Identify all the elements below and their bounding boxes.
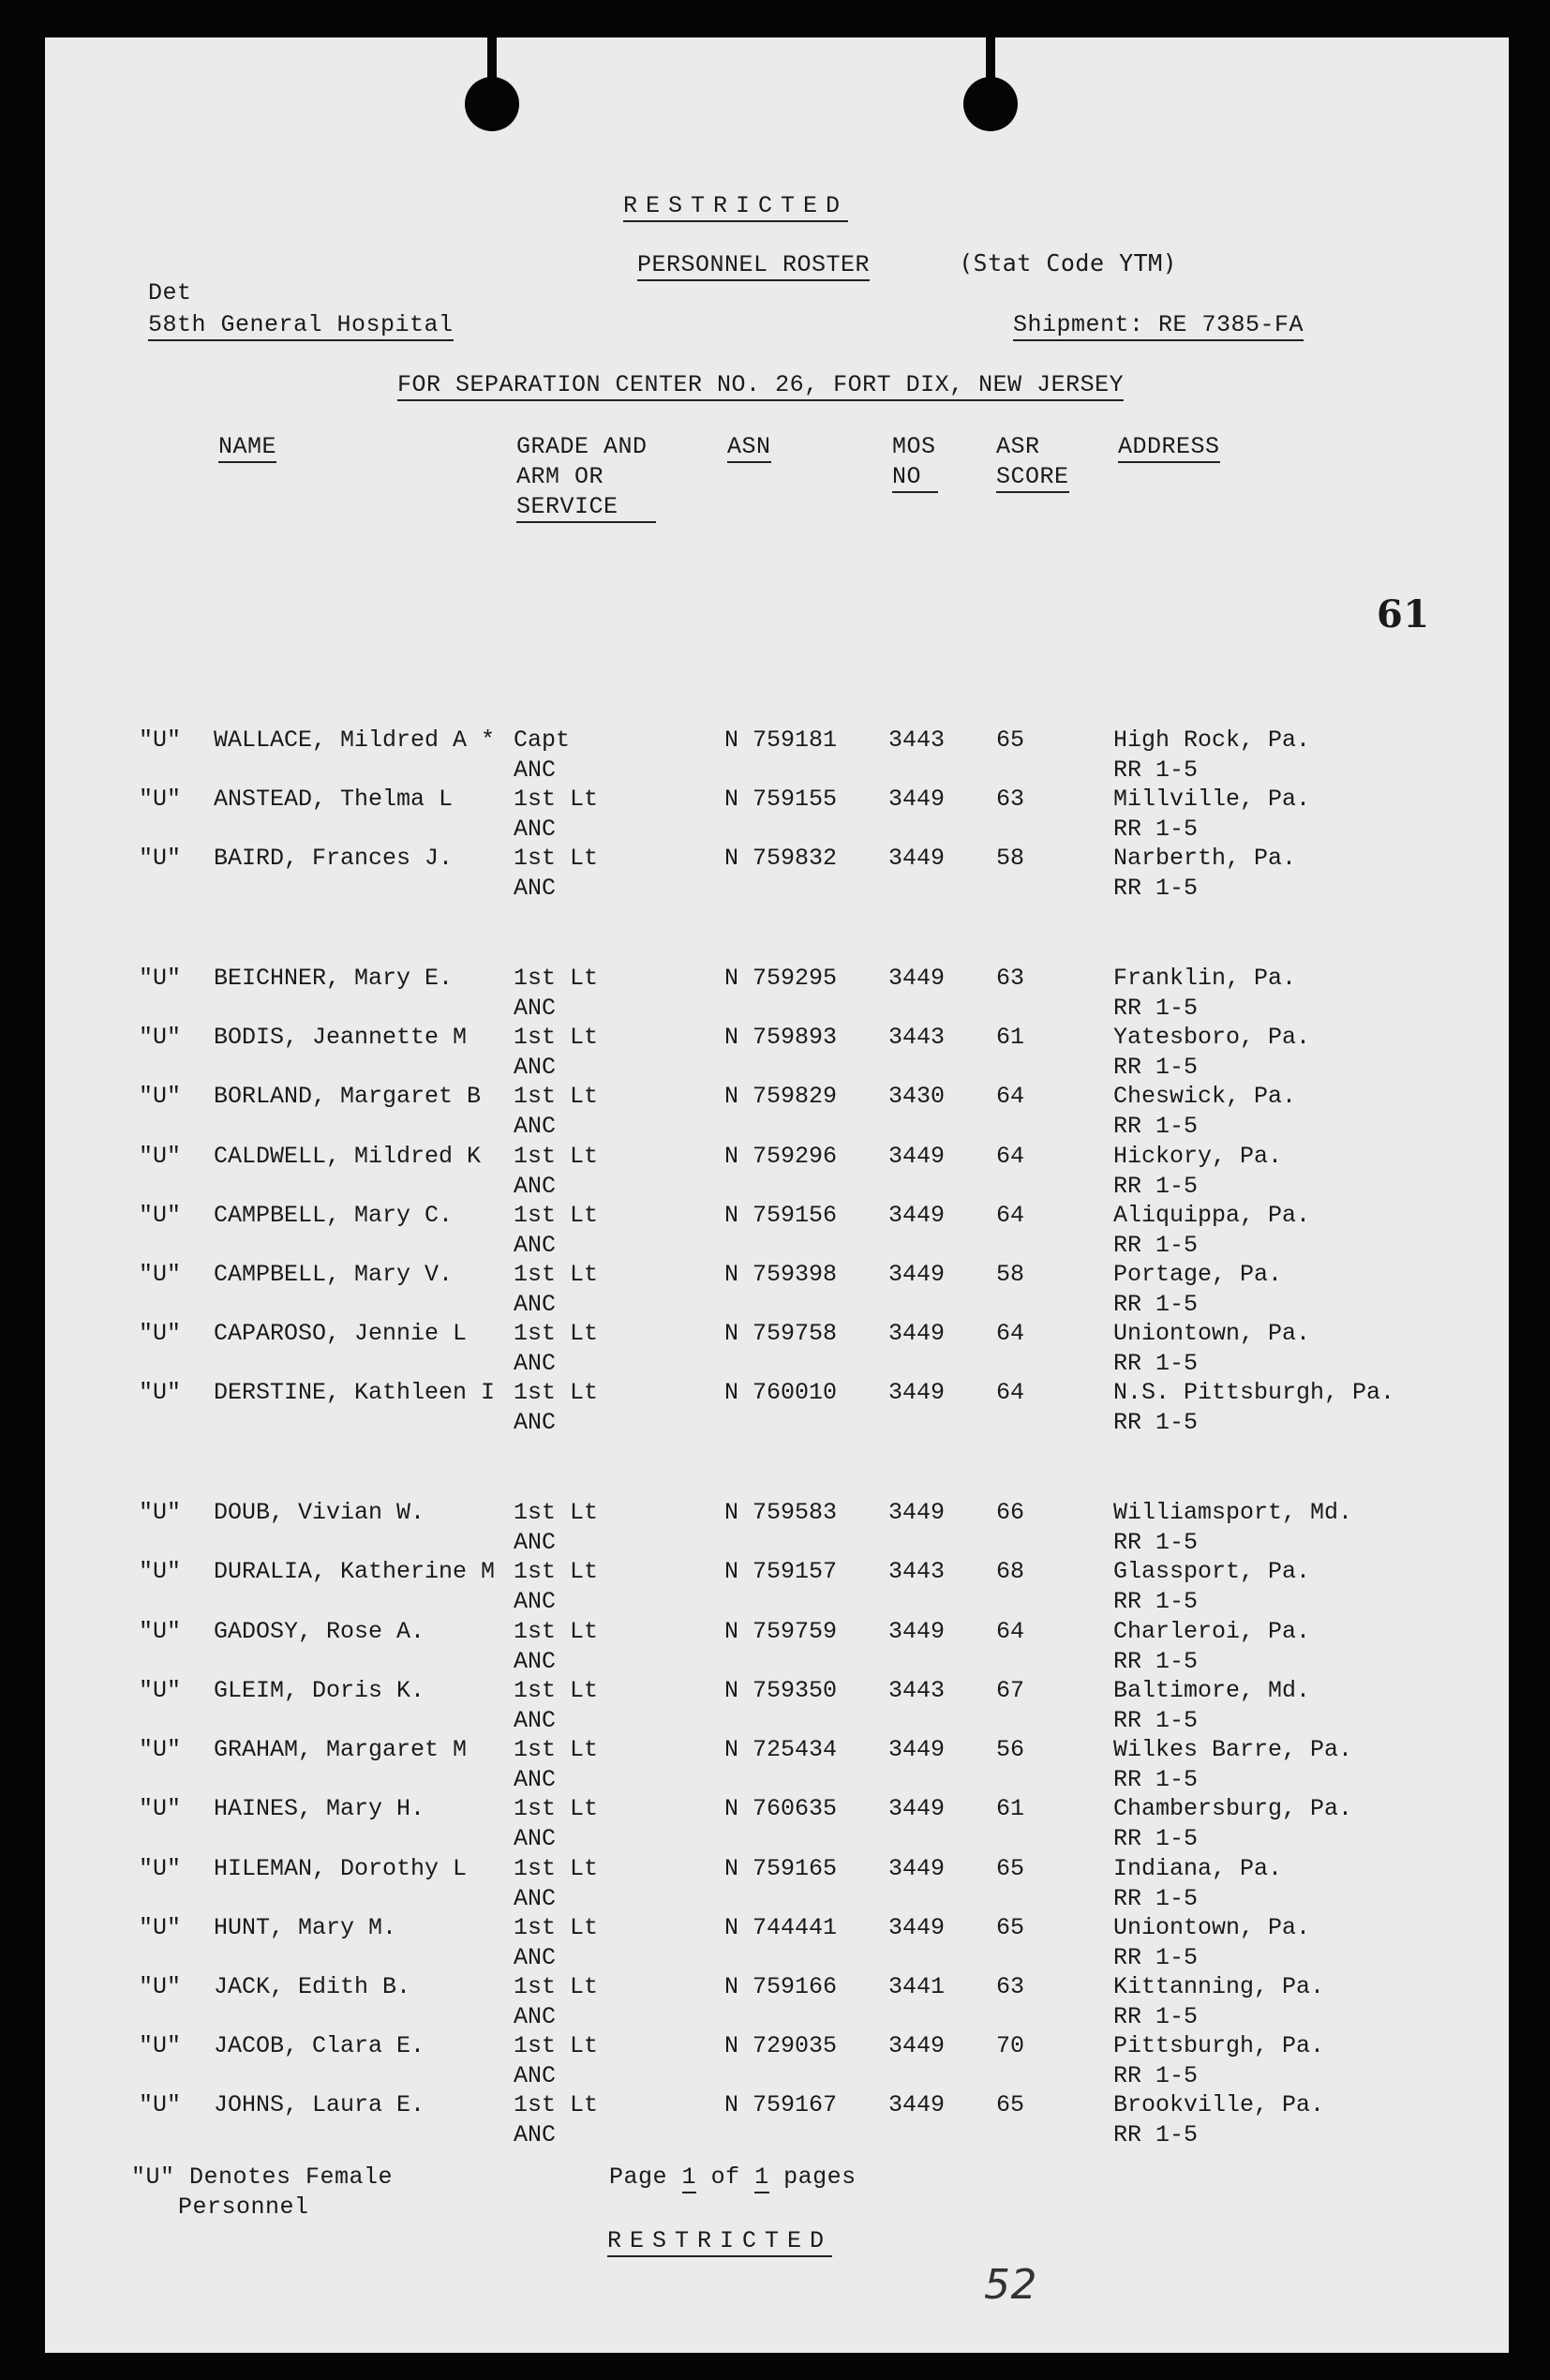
- page-mark: 61: [1377, 592, 1430, 636]
- row-arm: ANC: [514, 875, 557, 902]
- row-name: BODIS, Jeannette M: [214, 1024, 468, 1051]
- row-asr: 61: [996, 1795, 1025, 1822]
- handwritten-number: 52: [984, 2261, 1037, 2309]
- row-flag: "U": [139, 1736, 182, 1763]
- row-flag: "U": [139, 1379, 182, 1406]
- row-flag: "U": [139, 726, 182, 754]
- row-mos: 3443: [888, 1677, 946, 1704]
- row-flag: "U": [139, 1143, 182, 1170]
- row-flag: "U": [139, 1973, 182, 2000]
- row-address: Indiana, Pa.: [1113, 1855, 1283, 1882]
- destination-line: FOR SEPARATION CENTER NO. 26, FORT DIX, NEW JERSEY: [397, 371, 1124, 401]
- row-mos: 3449: [888, 1143, 946, 1170]
- row-asr: 64: [996, 1618, 1025, 1645]
- row-address: Charleroi, Pa.: [1113, 1618, 1311, 1645]
- row-asr: 56: [996, 1736, 1025, 1763]
- row-mos: 3443: [888, 726, 946, 754]
- table-row: [45, 786, 1509, 846]
- row-flag: "U": [139, 965, 182, 992]
- row-flag: "U": [139, 1261, 182, 1288]
- row-flag: "U": [139, 2032, 182, 2059]
- row-name: JACOB, Clara E.: [214, 2032, 425, 2059]
- row-grade: 1st Lt: [514, 1083, 599, 1110]
- row-mos: 3443: [888, 1024, 946, 1051]
- row-grade: 1st Lt: [514, 2091, 599, 2118]
- row-name: DURALIA, Katherine M: [214, 1558, 496, 1585]
- table-row: [45, 1202, 1509, 1262]
- row-address: High Rock, Pa.: [1113, 726, 1311, 754]
- row-name: HAINES, Mary H.: [214, 1795, 425, 1822]
- table-row: [45, 1795, 1509, 1855]
- row-asr: 63: [996, 786, 1025, 813]
- row-mos: 3449: [888, 965, 946, 992]
- row-name: JACK, Edith B.: [214, 1973, 411, 2000]
- row-asn: N 759155: [724, 786, 838, 813]
- col-asr-header-2: SCORE: [996, 463, 1069, 493]
- row-asr: 64: [996, 1083, 1025, 1110]
- footer-note-1: "U" Denotes Female: [131, 2163, 394, 2191]
- row-name: JOHNS, Laura E.: [214, 2091, 425, 2118]
- punch-hole-left: [465, 77, 519, 131]
- row-grade: 1st Lt: [514, 1914, 599, 1941]
- row-asr: 65: [996, 1855, 1025, 1882]
- row-route: RR 1-5: [1113, 1588, 1199, 1615]
- row-route: RR 1-5: [1113, 1529, 1199, 1556]
- col-grade-header-2: ARM OR: [516, 463, 604, 490]
- row-address: Uniontown, Pa.: [1113, 1320, 1311, 1347]
- row-grade: 1st Lt: [514, 1320, 599, 1347]
- row-address: N.S. Pittsburgh, Pa.: [1113, 1379, 1395, 1406]
- row-asr: 63: [996, 1973, 1025, 2000]
- row-asn: N 759398: [724, 1261, 838, 1288]
- row-asn: N 759583: [724, 1499, 838, 1526]
- row-asn: N 759167: [724, 2091, 838, 2118]
- row-mos: 3449: [888, 1379, 946, 1406]
- row-address: Portage, Pa.: [1113, 1261, 1283, 1288]
- row-mos: 3449: [888, 1202, 946, 1229]
- row-flag: "U": [139, 1795, 182, 1822]
- row-address: Baltimore, Md.: [1113, 1677, 1311, 1704]
- row-name: BAIRD, Frances J.: [214, 845, 454, 872]
- row-route: RR 1-5: [1113, 1944, 1199, 1971]
- row-grade: 1st Lt: [514, 1855, 599, 1882]
- row-mos: 3449: [888, 2091, 946, 2118]
- row-grade: 1st Lt: [514, 786, 599, 813]
- row-asn: N 729035: [724, 2032, 838, 2059]
- table-row: [45, 1618, 1509, 1678]
- row-flag: "U": [139, 1558, 182, 1585]
- row-route: RR 1-5: [1113, 1648, 1199, 1675]
- page-total: 1: [754, 2163, 769, 2193]
- row-asn: N 759296: [724, 1143, 838, 1170]
- unit-line-2: 58th General Hospital: [148, 311, 454, 341]
- row-arm: ANC: [514, 1885, 557, 1912]
- row-arm: ANC: [514, 756, 557, 784]
- row-name: GRAHAM, Margaret M: [214, 1736, 468, 1763]
- row-arm: ANC: [514, 1529, 557, 1556]
- row-grade: 1st Lt: [514, 1379, 599, 1406]
- footer-note-2: Personnel: [178, 2193, 309, 2221]
- row-flag: "U": [139, 1320, 182, 1347]
- row-route: RR 1-5: [1113, 1766, 1199, 1793]
- table-row: [45, 1320, 1509, 1380]
- row-asr: 64: [996, 1320, 1025, 1347]
- row-address: Millville, Pa.: [1113, 786, 1311, 813]
- row-arm: ANC: [514, 1588, 557, 1615]
- row-mos: 3449: [888, 845, 946, 872]
- classification-bottom: RESTRICTED: [607, 2227, 832, 2254]
- pages-label: pages: [783, 2163, 857, 2191]
- row-name: CALDWELL, Mildred K: [214, 1143, 482, 1170]
- row-name: GLEIM, Doris K.: [214, 1677, 425, 1704]
- row-address: Aliquippa, Pa.: [1113, 1202, 1311, 1229]
- row-grade: 1st Lt: [514, 1795, 599, 1822]
- row-grade: Capt: [514, 726, 571, 754]
- row-asn: N 759758: [724, 1320, 838, 1347]
- row-name: BEICHNER, Mary E.: [214, 965, 454, 992]
- row-route: RR 1-5: [1113, 995, 1199, 1022]
- row-mos: 3449: [888, 1914, 946, 1941]
- fastener-left: [487, 37, 497, 84]
- row-arm: ANC: [514, 2003, 557, 2030]
- row-mos: 3449: [888, 1320, 946, 1347]
- table-row: [45, 1973, 1509, 2033]
- row-arm: ANC: [514, 2121, 557, 2148]
- row-route: RR 1-5: [1113, 1825, 1199, 1852]
- col-grade-header-1: GRADE AND: [516, 433, 648, 460]
- row-address: Wilkes Barre, Pa.: [1113, 1736, 1353, 1763]
- table-row: [45, 1736, 1509, 1796]
- row-address: Uniontown, Pa.: [1113, 1914, 1311, 1941]
- row-grade: 1st Lt: [514, 1736, 599, 1763]
- row-flag: "U": [139, 1618, 182, 1645]
- row-arm: ANC: [514, 995, 557, 1022]
- row-flag: "U": [139, 2091, 182, 2118]
- row-address: Brookville, Pa.: [1113, 2091, 1325, 2118]
- row-grade: 1st Lt: [514, 1558, 599, 1585]
- table-row: [45, 1143, 1509, 1203]
- table-row: [45, 1024, 1509, 1084]
- row-asn: N 759350: [724, 1677, 838, 1704]
- row-route: RR 1-5: [1113, 1885, 1199, 1912]
- row-address: Glassport, Pa.: [1113, 1558, 1311, 1585]
- row-address: Narberth, Pa.: [1113, 845, 1297, 872]
- row-asn: N 759157: [724, 1558, 838, 1585]
- row-grade: 1st Lt: [514, 2032, 599, 2059]
- page-label: Page: [609, 2163, 668, 2191]
- row-asn: N 759156: [724, 1202, 838, 1229]
- row-asr: 61: [996, 1024, 1025, 1051]
- row-grade: 1st Lt: [514, 965, 599, 992]
- row-route: RR 1-5: [1113, 1054, 1199, 1081]
- row-route: RR 1-5: [1113, 1409, 1199, 1436]
- row-asn: N 759759: [724, 1618, 838, 1645]
- row-asr: 65: [996, 2091, 1025, 2118]
- row-arm: ANC: [514, 2062, 557, 2089]
- row-arm: ANC: [514, 1291, 557, 1318]
- row-name: DOUB, Vivian W.: [214, 1499, 425, 1526]
- row-route: RR 1-5: [1113, 1707, 1199, 1734]
- row-grade: 1st Lt: [514, 1973, 599, 2000]
- row-asr: 64: [996, 1143, 1025, 1170]
- row-address: Franklin, Pa.: [1113, 965, 1297, 992]
- row-mos: 3449: [888, 1499, 946, 1526]
- row-name: BORLAND, Margaret B: [214, 1083, 482, 1110]
- table-row: [45, 1379, 1509, 1439]
- shipment-number: Shipment: RE 7385-FA: [1013, 311, 1304, 341]
- table-row: [45, 965, 1509, 1025]
- row-arm: ANC: [514, 1054, 557, 1081]
- roster-title: PERSONNEL ROSTER: [637, 251, 870, 281]
- col-grade-header-3: SERVICE: [516, 493, 656, 523]
- row-asn: N 759166: [724, 1973, 838, 2000]
- row-name: DERSTINE, Kathleen I: [214, 1379, 496, 1406]
- row-arm: ANC: [514, 1350, 557, 1377]
- row-flag: "U": [139, 1024, 182, 1051]
- stat-code: (Stat Code YTM): [959, 249, 1178, 277]
- row-flag: "U": [139, 1855, 182, 1882]
- row-route: RR 1-5: [1113, 1350, 1199, 1377]
- col-asn-header: ASN: [727, 433, 771, 463]
- col-asr-header-1: ASR: [996, 433, 1040, 460]
- row-route: RR 1-5: [1113, 1173, 1199, 1200]
- row-asn: N 760010: [724, 1379, 838, 1406]
- row-mos: 3449: [888, 1618, 946, 1645]
- row-arm: ANC: [514, 1173, 557, 1200]
- row-grade: 1st Lt: [514, 1024, 599, 1051]
- row-route: RR 1-5: [1113, 2121, 1199, 2148]
- row-grade: 1st Lt: [514, 1202, 599, 1229]
- table-row: [45, 2032, 1509, 2092]
- table-row: [45, 1677, 1509, 1737]
- row-mos: 3449: [888, 1261, 946, 1288]
- row-asr: 63: [996, 965, 1025, 992]
- table-row: [45, 845, 1509, 905]
- document-page: [45, 37, 1509, 2353]
- row-arm: ANC: [514, 1232, 557, 1259]
- row-asn: N 744441: [724, 1914, 838, 1941]
- row-grade: 1st Lt: [514, 1677, 599, 1704]
- row-asr: 64: [996, 1379, 1025, 1406]
- row-flag: "U": [139, 1202, 182, 1229]
- row-address: Hickory, Pa.: [1113, 1143, 1283, 1170]
- row-arm: ANC: [514, 1944, 557, 1971]
- row-asn: N 759829: [724, 1083, 838, 1110]
- row-flag: "U": [139, 1499, 182, 1526]
- col-name-header: NAME: [218, 433, 276, 463]
- row-name: WALLACE, Mildred A *: [214, 726, 496, 754]
- row-address: Kittanning, Pa.: [1113, 1973, 1325, 2000]
- row-address: Chambersburg, Pa.: [1113, 1795, 1353, 1822]
- row-flag: "U": [139, 1677, 182, 1704]
- row-arm: ANC: [514, 1113, 557, 1140]
- row-arm: ANC: [514, 1648, 557, 1675]
- row-asn: N 760635: [724, 1795, 838, 1822]
- row-route: RR 1-5: [1113, 2062, 1199, 2089]
- row-mos: 3449: [888, 2032, 946, 2059]
- row-route: RR 1-5: [1113, 1113, 1199, 1140]
- row-route: RR 1-5: [1113, 816, 1199, 843]
- table-row: [45, 1855, 1509, 1915]
- row-arm: ANC: [514, 1825, 557, 1852]
- row-name: HILEMAN, Dorothy L: [214, 1855, 468, 1882]
- row-mos: 3449: [888, 1855, 946, 1882]
- unit-line-1: Det: [148, 279, 192, 307]
- row-grade: 1st Lt: [514, 1143, 599, 1170]
- row-arm: ANC: [514, 1766, 557, 1793]
- row-asn: N 759181: [724, 726, 838, 754]
- fastener-right: [986, 37, 995, 84]
- row-address: Cheswick, Pa.: [1113, 1083, 1297, 1110]
- table-row: [45, 1499, 1509, 1559]
- row-flag: "U": [139, 786, 182, 813]
- row-name: CAMPBELL, Mary V.: [214, 1261, 454, 1288]
- row-address: Pittsburgh, Pa.: [1113, 2032, 1325, 2059]
- row-route: RR 1-5: [1113, 875, 1199, 902]
- table-row: [45, 1261, 1509, 1321]
- row-mos: 3443: [888, 1558, 946, 1585]
- row-route: RR 1-5: [1113, 1291, 1199, 1318]
- row-asr: 58: [996, 845, 1025, 872]
- row-asr: 58: [996, 1261, 1025, 1288]
- row-flag: "U": [139, 1083, 182, 1110]
- row-grade: 1st Lt: [514, 845, 599, 872]
- table-row: [45, 1558, 1509, 1618]
- page-number: 1: [682, 2163, 697, 2193]
- row-mos: 3449: [888, 1736, 946, 1763]
- row-flag: "U": [139, 1914, 182, 1941]
- row-asr: 70: [996, 2032, 1025, 2059]
- punch-hole-right: [963, 77, 1018, 131]
- row-grade: 1st Lt: [514, 1499, 599, 1526]
- row-address: Williamsport, Md.: [1113, 1499, 1353, 1526]
- col-mos-header-2: NO: [892, 463, 938, 493]
- row-arm: ANC: [514, 1707, 557, 1734]
- row-asr: 66: [996, 1499, 1025, 1526]
- row-arm: ANC: [514, 816, 557, 843]
- row-mos: 3441: [888, 1973, 946, 2000]
- row-asr: 65: [996, 1914, 1025, 1941]
- row-asn: N 725434: [724, 1736, 838, 1763]
- row-asr: 64: [996, 1202, 1025, 1229]
- row-route: RR 1-5: [1113, 2003, 1199, 2030]
- row-grade: 1st Lt: [514, 1261, 599, 1288]
- row-name: HUNT, Mary M.: [214, 1914, 397, 1941]
- row-asn: N 759832: [724, 845, 838, 872]
- table-row: [45, 1083, 1509, 1143]
- table-row: [45, 726, 1509, 786]
- row-mos: 3449: [888, 1795, 946, 1822]
- row-name: CAPAROSO, Jennie L: [214, 1320, 468, 1347]
- row-mos: 3430: [888, 1083, 946, 1110]
- table-row: [45, 1914, 1509, 1974]
- row-name: GADOSY, Rose A.: [214, 1618, 425, 1645]
- page-count: [609, 2163, 857, 2191]
- col-mos-header-1: MOS: [892, 433, 936, 460]
- row-name: ANSTEAD, Thelma L: [214, 786, 454, 813]
- row-asn: N 759165: [724, 1855, 838, 1882]
- row-asr: 65: [996, 726, 1025, 754]
- row-grade: 1st Lt: [514, 1618, 599, 1645]
- row-route: RR 1-5: [1113, 1232, 1199, 1259]
- row-asr: 67: [996, 1677, 1025, 1704]
- row-asn: N 759295: [724, 965, 838, 992]
- of-label: of: [710, 2163, 740, 2191]
- row-name: CAMPBELL, Mary C.: [214, 1202, 454, 1229]
- col-address-header: ADDRESS: [1118, 433, 1220, 463]
- row-asn: N 759893: [724, 1024, 838, 1051]
- row-flag: "U": [139, 845, 182, 872]
- classification-top: RESTRICTED: [623, 192, 848, 219]
- row-route: RR 1-5: [1113, 756, 1199, 784]
- row-address: Yatesboro, Pa.: [1113, 1024, 1311, 1051]
- row-asr: 68: [996, 1558, 1025, 1585]
- table-row: [45, 2091, 1509, 2151]
- row-arm: ANC: [514, 1409, 557, 1436]
- row-mos: 3449: [888, 786, 946, 813]
